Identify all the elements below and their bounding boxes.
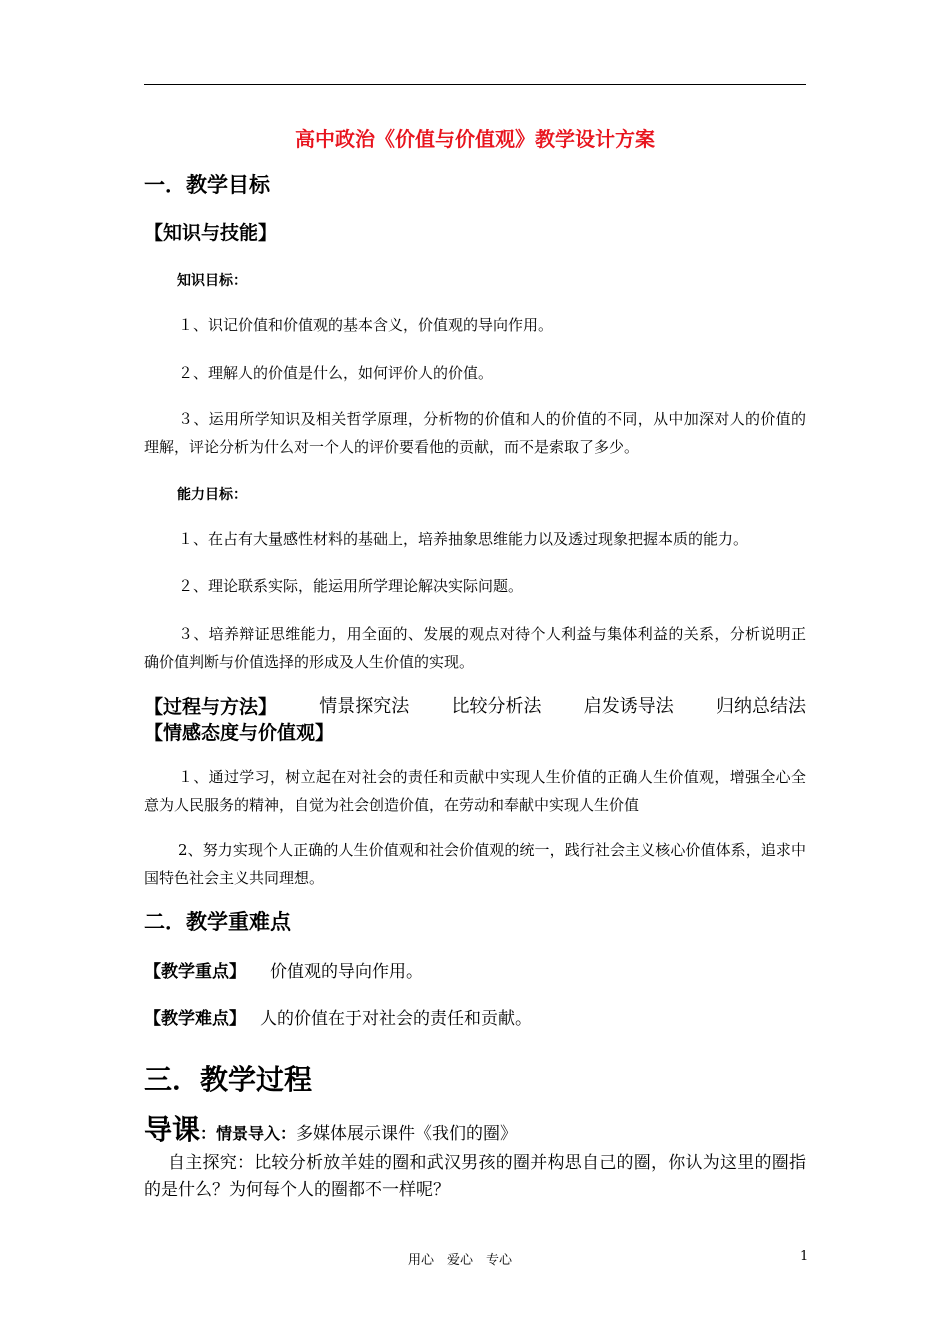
- difficult-point-text: 人的价值在于对社会的责任和贡献。: [260, 1009, 532, 1029]
- ability-item-3: ３、培养辩证思维能力，用全面的、发展的观点对待个人利益与集体利益的关系，分析说明正确价值判断与价值选择的形成及人生价值的实现。: [144, 625, 806, 671]
- difficult-point-row: [144, 1004, 532, 1029]
- key-point-text: 价值观的导向作用。: [270, 962, 423, 982]
- intro-text: 多媒体展示课件《我们的圈》: [296, 1124, 518, 1144]
- method-item: 情景探究法: [319, 696, 410, 717]
- intro-line: [144, 1108, 517, 1148]
- header-rule: [144, 84, 806, 85]
- ability-item-1: １、在占有大量感性材料的基础上，培养抽象思维能力以及透过现象把握本质的能力。: [178, 530, 749, 548]
- method-item: 归纳总结法: [715, 696, 806, 717]
- emotion-item-2: 2、努力实现个人正确的人生价值观和社会价值观的统一，践行社会主义核心价值体系，追求中国特色社会主义共同理想。: [144, 841, 806, 887]
- emotion-item-1: １、通过学习，树立起在对社会的责任和贡献中实现人生价值的正确人生价值观，增强全心全意为人民服务的精神，自觉为社会创造价值，在劳动和奉献中实现人生价值: [144, 768, 806, 814]
- subheading-process-method: 【过程与方法】: [144, 696, 278, 718]
- footer-motto: 用心 爱心 专心: [408, 1253, 513, 1268]
- page-number: 1: [800, 1249, 809, 1264]
- subheading-knowledge-skill: 【知识与技能】: [144, 222, 278, 244]
- section-heading-process: 三．教学过程: [144, 1063, 313, 1096]
- section-heading-keypoints: 二．教学重难点: [144, 909, 291, 934]
- knowledge-item-3: ３、运用所学知识及相关哲学原理，分析物的价值和人的价值的不同，从中加深对人的价值的理解，评论分析为什么对一个人的评价要看他的贡献，而不是索取了多少。: [144, 410, 806, 456]
- knowledge-item-2: ２、理解人的价值是什么，如何评价人的价值。: [178, 364, 494, 382]
- knowledge-goal-label: 知识目标：: [177, 273, 247, 289]
- subheading-emotion-values: 【情感态度与价值观】: [144, 722, 335, 744]
- difficult-point-label: 【教学难点】: [144, 1009, 246, 1029]
- ability-item-2: ２、理论联系实际，能运用所学理论解决实际问题。: [178, 577, 524, 595]
- ability-goal-label: 能力目标：: [177, 487, 247, 503]
- method-item: 比较分析法: [451, 696, 542, 717]
- process-method-row: [144, 692, 806, 719]
- key-point-label: 【教学重点】: [144, 962, 246, 982]
- key-point-row: [144, 957, 423, 982]
- document-title: 高中政治《价值与价值观》教学设计方案: [295, 127, 655, 151]
- method-item: 启发诱导法: [583, 696, 674, 717]
- intro-heading: 导课: [144, 1113, 201, 1146]
- knowledge-item-1: １、识记价值和价值观的基本含义，价值观的导向作用。: [178, 316, 554, 334]
- section-heading-objectives: 一．教学目标: [144, 172, 270, 197]
- explore-paragraph: 自主探究：比较分析放羊娃的圈和武汉男孩的圈并构思自己的圈，你认为这里的圈指的是什么？为何每个人的圈都不一样呢？: [144, 1153, 806, 1200]
- intro-subheading: ：情景导入：: [200, 1124, 297, 1143]
